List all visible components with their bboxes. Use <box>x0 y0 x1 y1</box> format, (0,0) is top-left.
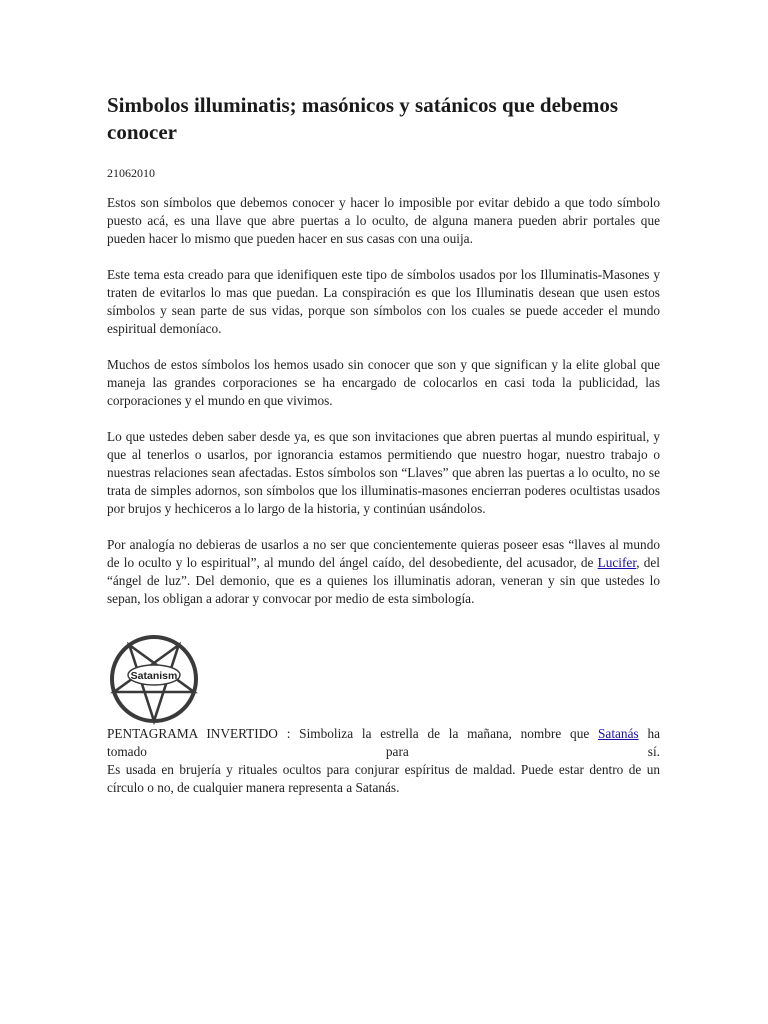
article-body <box>107 92 660 797</box>
satanas-link[interactable]: Satanás <box>598 726 639 741</box>
paragraph-1: Estos son símbolos que debemos conocer y hacer lo imposible por evitar debido a que todo símbolo puesto acá, es una llave que abre puertas a lo oculto, de alguna manera pueden abrir portales que pueden hacer lo mismo que pueden hacer en sus casas con una ouija. <box>107 195 660 246</box>
paragraph-5-text-after: , del “ángel de luz”. Del demonio, que es a quienes los illuminatis adoran, veneran y sin que ustedes lo sepan, los obligan a adorar y convocar por medio de esta simbología. <box>107 555 660 606</box>
paragraph-5-text-before: Por analogía no debieras de usarlos a no ser que concientemente quieras poseer esas “llaves al mundo de lo oculto y lo espiritual”, al mundo del ángel caído, del desobediente, del acusador, de <box>107 537 660 570</box>
caption-line-2: tomado para sí. <box>107 744 660 759</box>
caption-text-before: PENTAGRAMA INVERTIDO : Simboliza la estrella de la mañana, nombre que <box>107 726 599 741</box>
caption-description: Es usada en brujería y rituales ocultos para conjurar espíritus de maldad. Puede estar dentro de un círculo o no, de cualquier manera representa a Satanás. <box>107 762 660 795</box>
caption-text-after: ha <box>638 726 660 741</box>
pentagram-icon <box>107 630 201 728</box>
inverted-pentagram-image <box>107 630 201 728</box>
article-title: Simbolos illuminatis; masónicos y satánicos que debemos conocer <box>107 93 619 144</box>
paragraph-5 <box>107 536 660 608</box>
caption-line-1 <box>107 725 660 743</box>
paragraph-2: Este tema esta creado para que idenifiquen este tipo de símbolos usados por los Illuminatis-Masones y traten de evitarlos lo mas que puedan. La conspiración es que los Illuminatis desean que usen estos símbolos y sean parte de sus vidas, porque son símbolos con los cuales se puede acceder el mundo espiritual demoníaco. <box>107 267 660 336</box>
paragraph-4: Lo que ustedes deben saber desde ya, es que son invitaciones que abren puertas al mundo espiritual, y que al tenerlos o usarlos, por ignorancia estamos permitiendo que nuestro hogar, nuestro trabajo o nuestras relaciones sean afectadas. Estos símbolos son “Llaves” que abren las puertas a lo oculto, no se trata de simples adornos, son símbolos que los illuminatis-masones encierran poderes ocultistas usados por brujos y hechiceros a lo largo de la historia, y continúan usándolos. <box>107 429 660 516</box>
emblem-text: Satanism <box>130 670 178 682</box>
pentagram-caption <box>107 725 660 797</box>
paragraph-3: Muchos de estos símbolos los hemos usado sin conocer que son y que significan y la elite global que maneja las grandes corporaciones se ha encargado de colocarlos en casi toda la publicidad, las corporaciones y el mundo en que vivimos. <box>107 357 660 408</box>
article-date: 21062010 <box>107 166 155 180</box>
lucifer-link[interactable]: Lucifer <box>597 555 637 570</box>
